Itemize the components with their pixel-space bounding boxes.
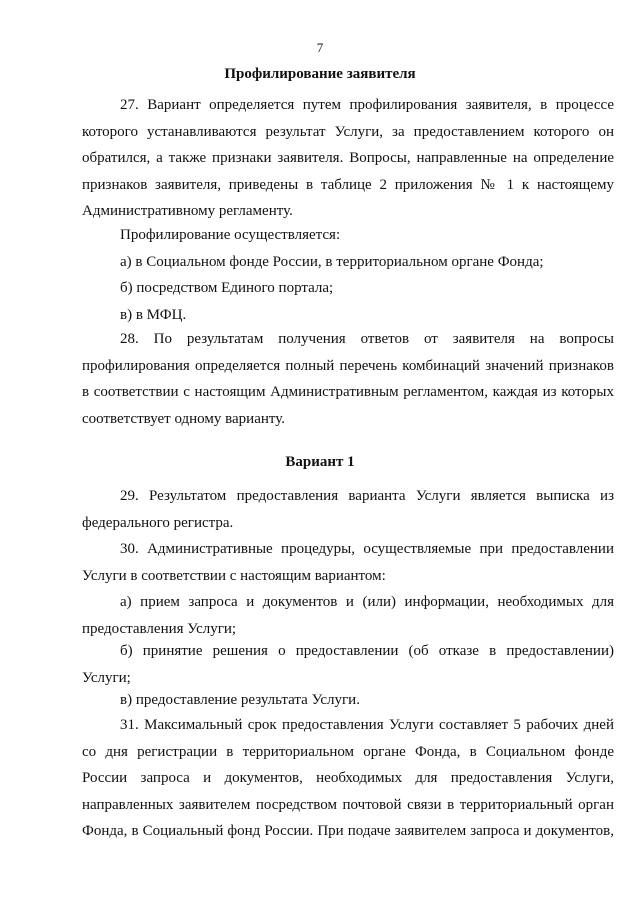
paragraph-line: Услуги; [82,669,131,686]
paragraph-line: 31. Максимальный срок предоставления Услуги составляет 5 рабочих дней [120,717,614,733]
paragraph-line: обратился, а также признаки заявителя. Вопросы, направленные на определение [82,150,614,167]
paragraph-line: Услуги в соответствии с настоящим вариантом: [82,567,386,584]
profiling-intro: Профилирование осуществляется: [120,227,341,243]
paragraph-line: 27. Вариант определяется путем профилирования заявителя, в процессе [120,97,614,113]
paragraph-30 [82,536,614,589]
section-heading-variant-1: Вариант 1 [285,454,355,470]
profiling-item-b: б) посредством Единого портала; [120,280,334,297]
paragraph-line: которого устанавливаются результат Услуги, за предоставлением которого он [82,123,614,140]
paragraph-line: 29. Результатом предоставления варианта Услуги является выписка из [120,488,614,504]
page-number: 7 [316,40,324,55]
paragraph-line: Фонда, в Социальный фонд России. При подаче заявителем запроса и документов, [82,823,614,840]
paragraph-27 [82,92,614,225]
paragraph-line: со дня регистрации в территориальном органе Фонда, в Социальном фонде [82,743,614,760]
paragraph-28 [82,326,614,432]
profiling-item-c: в) в МФЦ. [120,306,187,323]
paragraph-line: федерального регистра. [82,514,234,531]
paragraph-line: соответствует одному варианту. [82,410,285,427]
paragraph-line: 28. По результатам получения ответов от заявителя на вопросы [120,331,614,347]
paragraph-31 [82,712,614,845]
paragraph-30-item-a [82,589,614,642]
profiling-list [82,222,614,328]
paragraph-line: признаков заявителя, приведены в таблице 2 приложения № 1 к настоящему [82,176,614,193]
paragraph-line: профилирования определяется полный перечень комбинаций значений признаков [82,357,614,374]
paragraph-line: России запроса и документов, необходимых для предоставления Услуги, [82,770,614,787]
paragraph-29 [82,483,614,536]
section-heading-profiling: Профилирование заявителя [224,66,416,82]
paragraph-line: предоставления Услуги; [82,620,237,637]
paragraph-30-item-b [82,638,614,691]
paragraph-line: направленных заявителем посредством почтовой связи в территориальный орган [82,796,614,813]
paragraph-line: б) принятие решения о предоставлении (об отказе в предоставлении) [120,643,614,659]
paragraph-line: в) предоставление результата Услуги. [120,692,360,708]
paragraph-line: 30. Административные процедуры, осуществляемые при предоставлении [120,541,614,557]
paragraph-line: Административному регламенту. [82,203,293,220]
paragraph-line: в соответствии с настоящим Административным регламентом, каждая из которых [82,384,614,401]
paragraph-30-item-c [82,687,614,714]
profiling-item-a: а) в Социальном фонде России, в территориальном органе Фонда; [120,253,544,270]
paragraph-line: а) прием запроса и документов и (или) информации, необходимых для [120,594,614,610]
